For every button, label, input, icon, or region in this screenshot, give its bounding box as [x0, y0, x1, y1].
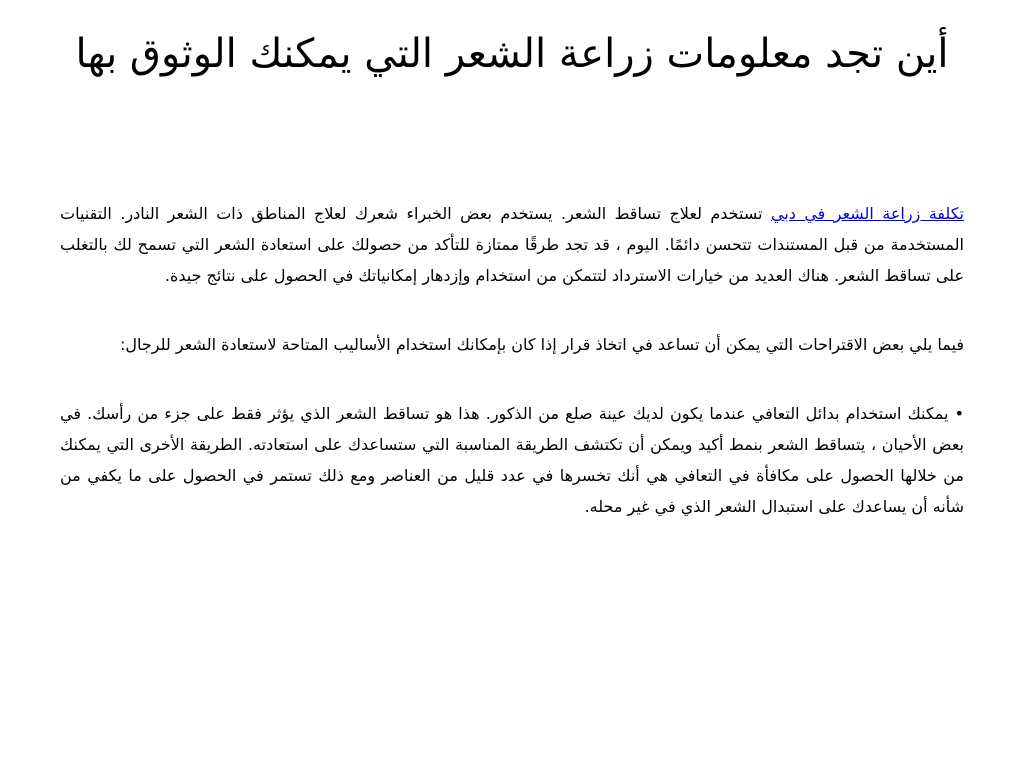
paragraph-suggestions: [60, 329, 964, 360]
slide-title: أين تجد معلومات زراعة الشعر التي يمكنك الوثوق بها: [75, 31, 949, 77]
bullet-icon: •: [954, 404, 964, 423]
paragraph-bullet: [60, 398, 964, 522]
paragraph-intro: [60, 198, 964, 291]
paragraph-intro-text: تستخدم لعلاج تساقط الشعر. يستخدم بعض الخبراء شعرك لعلاج المناطق ذات الشعر النادر. التقنيات المستخدمة من قبل المستندات تتحسن دائمًا. اليوم ، قد تجد طرقًا ممتازة للتأكد من حصولك على استعادة الشعر التي تسمح لك بالتغلب على تساقط الشعر. هناك العديد من خيارات الاسترداد لتتمكن من استخدام وإزدهار إمكانياتك في الحصول على نتائج جيدة.: [60, 204, 964, 285]
slide-body: [60, 198, 964, 560]
paragraph-suggestions-text: فيما يلي بعض الاقتراحات التي يمكن أن تساعد في اتخاذ قرار إذا كان بإمكانك استخدام الأساليب المتاحة لاستعادة الشعر للرجال:: [120, 335, 964, 354]
hair-transplant-cost-link[interactable]: تكلفة زراعة الشعر في دبي: [770, 204, 964, 223]
paragraph-bullet-text: يمكنك استخدام بدائل التعافي عندما يكون لديك عينة صلع من الذكور. هذا هو تساقط الشعر الذي يؤثر فقط على جزء من رأسك. في بعض الأحيان ، يتساقط الشعر بنمط أكيد ويمكن أن تكتشف الطريقة المناسبة التي ستساعدك على استعادته. الطريقة الأخرى التي يمكنك من خلالها الحصول على مكافأة في التعافي هي أنك تخسرها في عدد قليل من العناصر ومع ذلك تستمر في الحصول على ما يكفي من شأنه أن يساعدك على استبدال الشعر الذي في غير محله.: [60, 404, 964, 516]
